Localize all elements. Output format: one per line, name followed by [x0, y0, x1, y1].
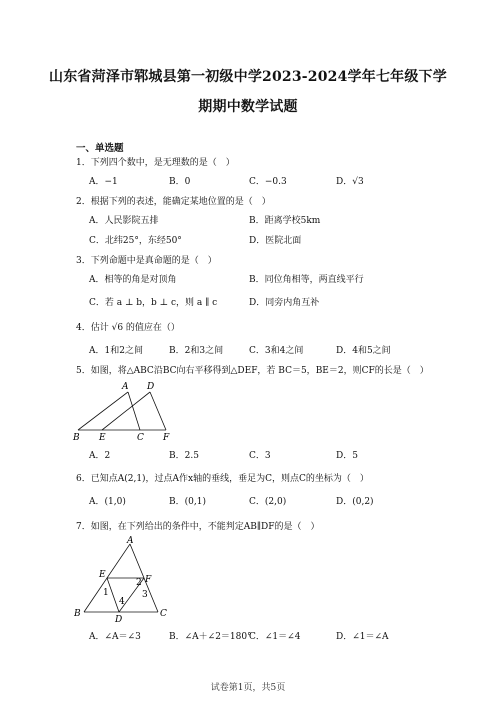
- q1-option-b: B．0: [169, 177, 191, 187]
- question-7-options: [89, 629, 419, 642]
- q2-option-d: D．医院北面: [249, 236, 302, 246]
- question-6-options: [89, 494, 419, 507]
- question-1-stem: 1．下列四个数中，是无理数的是（ ）: [76, 158, 235, 168]
- fig5-label-e: E: [99, 433, 106, 443]
- q7-option-b: B．∠A＋∠2＝180°: [169, 632, 252, 642]
- q4-option-b: B．2和3之间: [169, 346, 224, 356]
- fig7-angle-2: 2: [136, 578, 142, 588]
- q7-option-c: C．∠1＝∠4: [249, 632, 301, 642]
- fig5-label-a: A: [122, 382, 129, 392]
- q6-option-d: D．(0,2): [336, 497, 374, 507]
- q1-option-a: A．−1: [89, 177, 118, 187]
- q4-option-a: A．1和2之间: [89, 346, 143, 356]
- question-2-options-row1: [89, 213, 419, 226]
- question-1-options: [89, 174, 419, 187]
- question-3-options-row1: [89, 272, 419, 285]
- page-title-line2: 期期中数学试题: [198, 99, 298, 115]
- question-4-stem: 4．估计 √6 的值应在（）: [76, 323, 180, 333]
- question-3-options-row2: [89, 295, 419, 308]
- question-6-stem: 6．已知点A(2,1)，过点A作x轴的垂线，垂足为C，则点C的坐标为（ ）: [76, 474, 369, 484]
- q1-option-c: C．−0.3: [249, 177, 287, 187]
- fig7-label-d: D: [115, 615, 123, 624]
- fig5-label-c: C: [137, 433, 144, 443]
- q2-option-a: A．人民影院五排: [89, 216, 159, 226]
- q6-option-b: B．(0,1): [169, 497, 206, 507]
- fig7-label-b: B: [74, 609, 81, 619]
- fig7-label-a: A: [127, 536, 134, 546]
- page-title-line1: 山东省菏泽市郓城县第一初级中学2023-2024学年七年级下学: [49, 69, 447, 85]
- fig7-angle-3: 3: [142, 590, 148, 600]
- q3-option-a: A．相等的角是对顶角: [89, 275, 177, 285]
- fig7-label-f: F: [145, 575, 152, 585]
- section-heading: 一、单选题: [76, 143, 124, 154]
- q4-option-c: C．3和4之间: [249, 346, 304, 356]
- question-5-stem: 5．如图，将△ABC沿BC向右平移得到△DEF，若 BC＝5，BE＝2，则CF的长是（ ）: [76, 366, 429, 376]
- q3-option-b: B．同位角相等，两直线平行: [249, 275, 364, 285]
- question-7-figure: [74, 534, 184, 624]
- q3-option-d: D．同旁内角互补: [249, 298, 320, 308]
- fig5-label-d: D: [147, 382, 155, 392]
- q5-option-a: A．2: [89, 451, 111, 461]
- question-2-options-row2: [89, 233, 419, 246]
- q1-option-d: D．√3: [336, 177, 364, 187]
- question-2-stem: 2．根据下列的表述，能确定某地位置的是（ ）: [76, 197, 271, 207]
- q7-option-a: A．∠A＝∠3: [89, 632, 141, 642]
- fig7-label-e: E: [99, 570, 106, 580]
- fig5-label-f: F: [163, 433, 170, 443]
- fig5-label-b: B: [73, 433, 80, 443]
- q4-option-d: D．4和5之间: [336, 346, 391, 356]
- q7-option-d: D．∠1＝∠A: [336, 632, 389, 642]
- fig7-angle-1: 1: [103, 588, 109, 598]
- q2-option-c: C．北纬25°，东经50°: [89, 236, 182, 246]
- question-4-options: [89, 343, 419, 356]
- question-5-figure: [72, 378, 182, 443]
- q5-option-b: B．2.5: [169, 451, 199, 461]
- q6-option-a: A．(1,0): [89, 497, 126, 507]
- fig7-angle-4: 4: [119, 597, 125, 607]
- q3-option-c: C．若 a ⊥ b，b ⊥ c，则 a ∥ c: [89, 298, 218, 308]
- question-3-stem: 3．下列命题中是真命题的是（ ）: [76, 256, 217, 266]
- question-7-stem: 7．如图，在下列给出的条件中，不能判定AB∥DF的是（ ）: [76, 522, 320, 532]
- q5-option-d: D．5: [336, 451, 358, 461]
- q2-option-b: B．距离学校5km: [249, 216, 321, 226]
- q5-option-c: C．3: [249, 451, 271, 461]
- question-5-options: [89, 448, 419, 461]
- page-footer: 试卷第1页，共5页: [210, 683, 286, 693]
- fig7-label-c: C: [160, 609, 167, 619]
- q6-option-c: C．(2,0): [249, 497, 287, 507]
